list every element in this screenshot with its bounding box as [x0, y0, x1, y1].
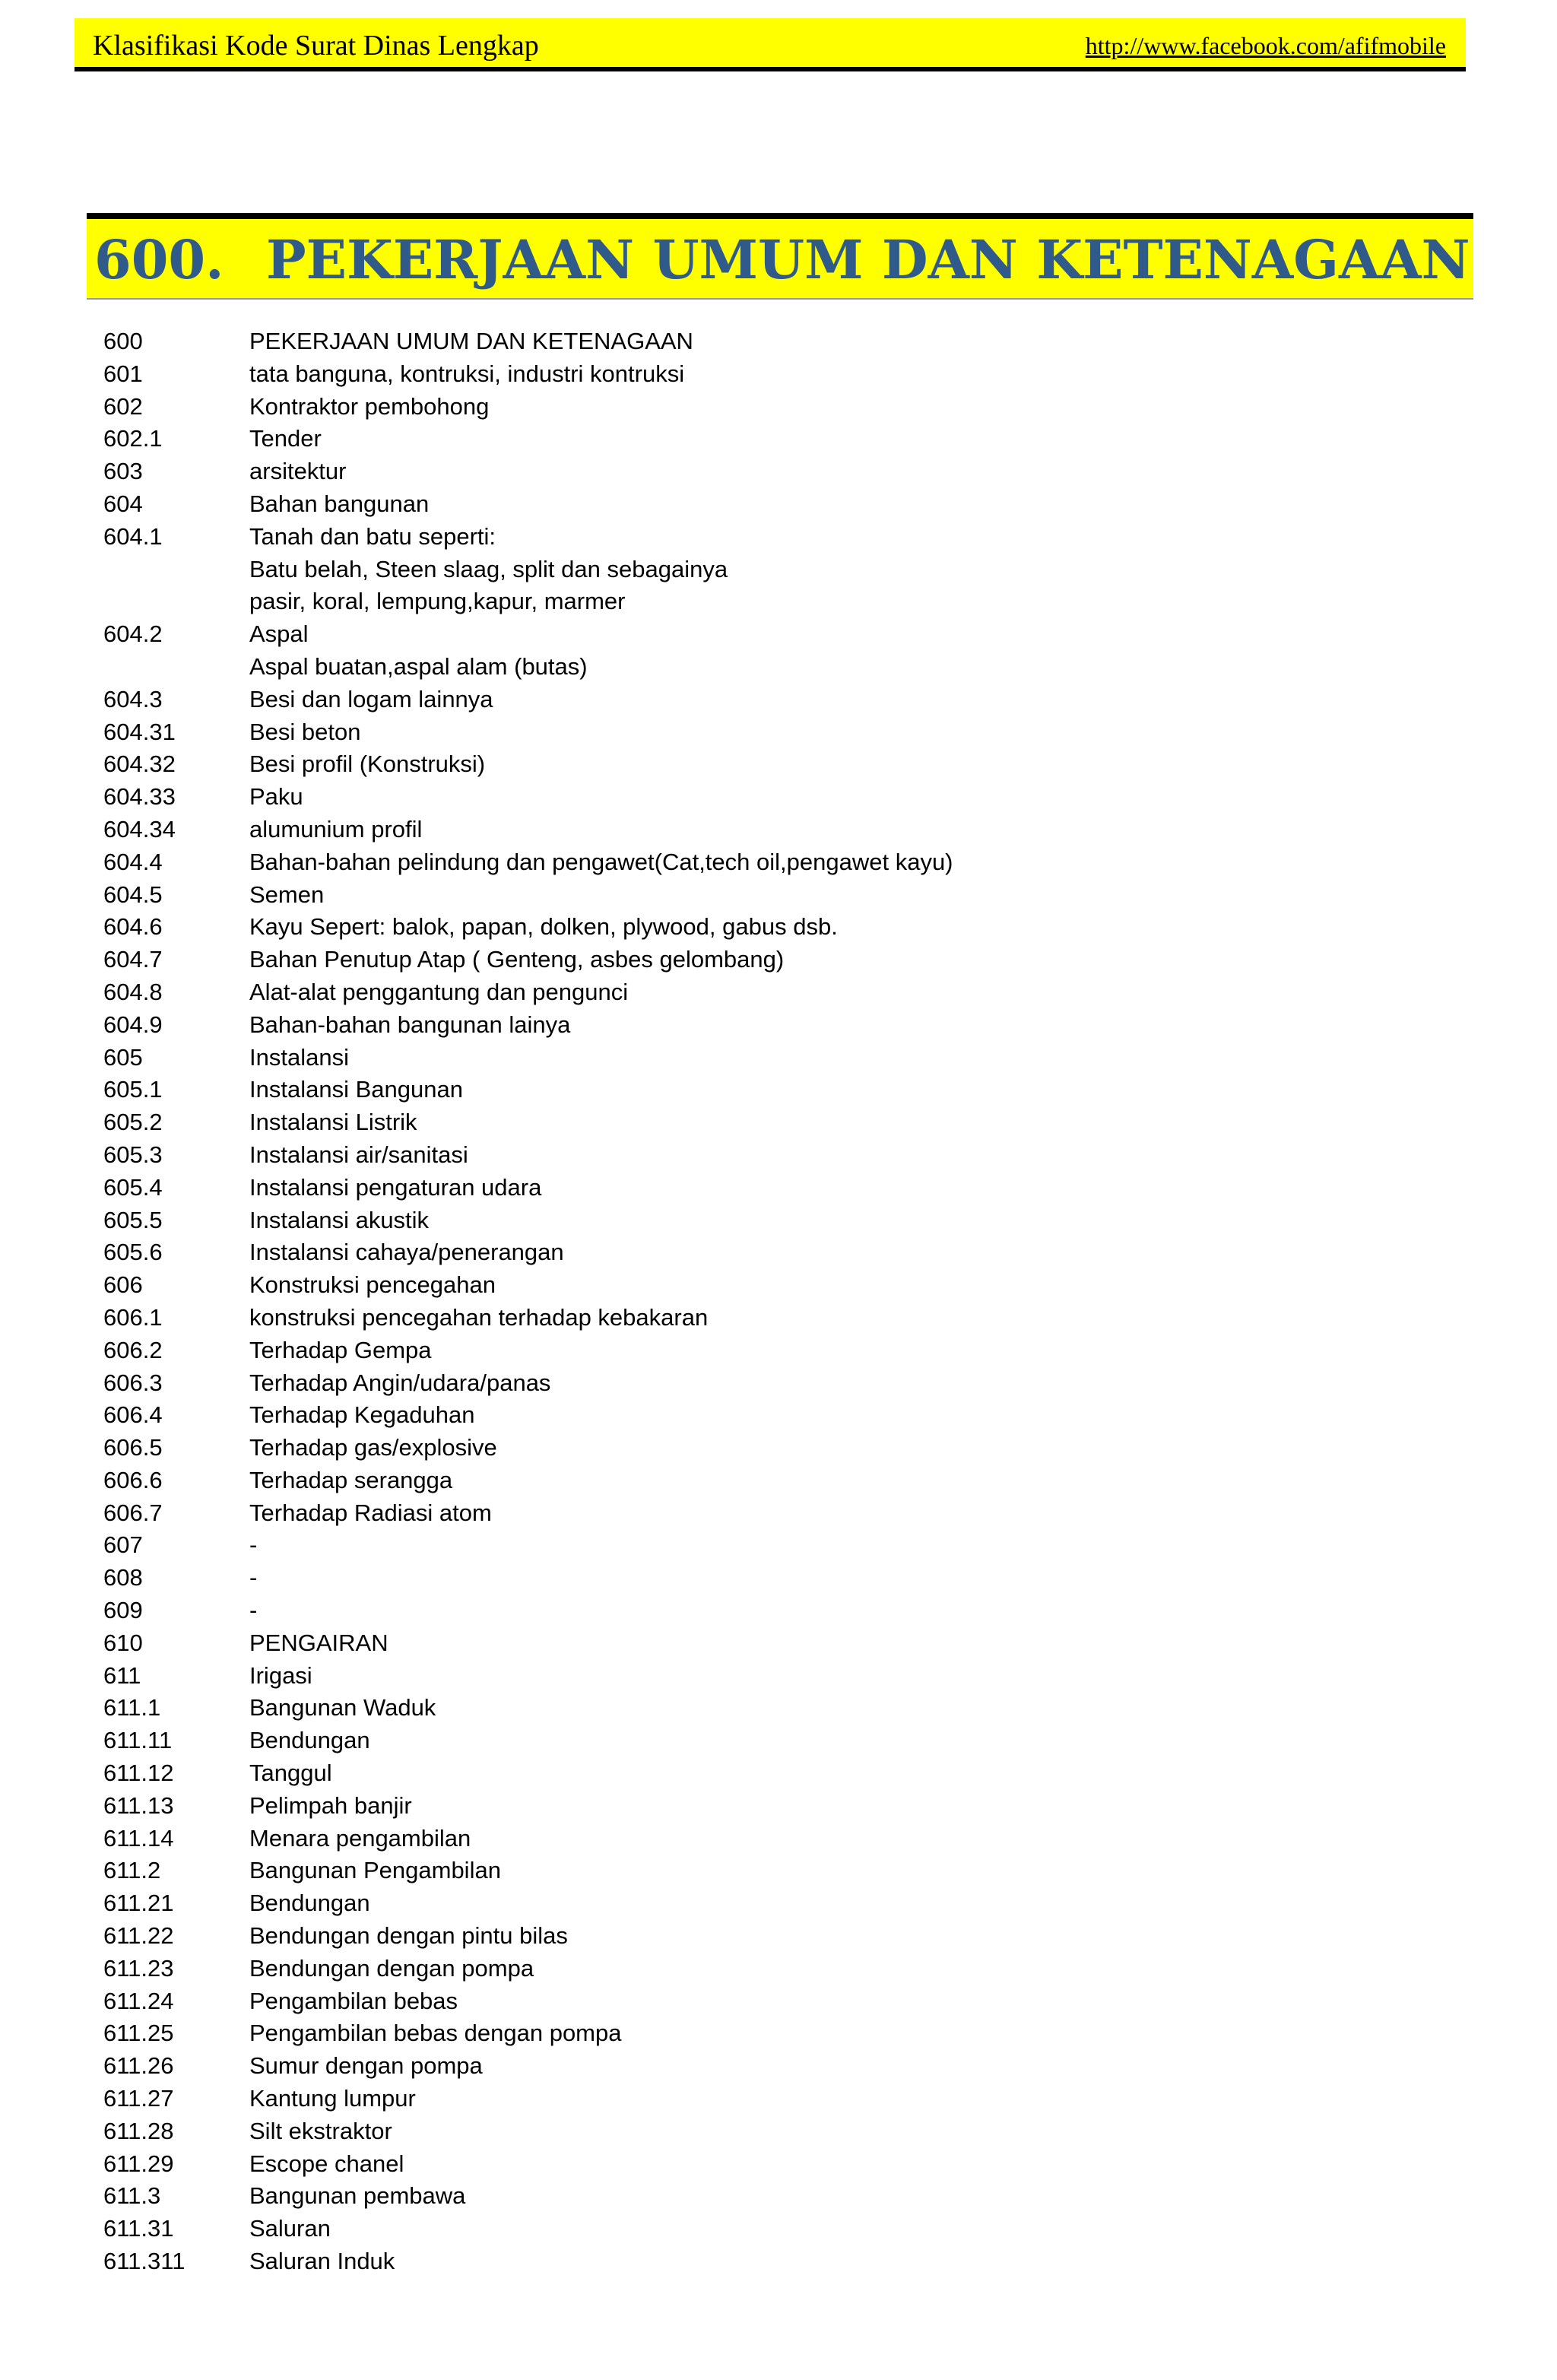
code-entry — [103, 1562, 1457, 1595]
code-description: alumunium profil — [249, 815, 423, 843]
facebook-link[interactable]: http://www.facebook.com/afifmobile — [1085, 32, 1446, 59]
code-description: Bahan-bahan pelindung dan pengawet(Cat,tech oil,pengawet kayu) — [249, 848, 953, 875]
code-entry — [103, 976, 1457, 1009]
code-description: Alat-alat penggantung dan pengunci — [249, 978, 629, 1005]
code-description: Instalansi — [249, 1043, 349, 1071]
code-entry — [103, 1172, 1457, 1204]
code-number: 611.28 — [103, 2117, 174, 2144]
code-entry — [103, 2115, 1457, 2148]
code-description: Bendungan dengan pompa — [249, 1954, 534, 1982]
code-number: 605.4 — [103, 1173, 163, 1201]
code-description: Instalansi air/sanitasi — [249, 1141, 468, 1168]
code-entry — [103, 391, 1457, 424]
code-entry — [103, 1074, 1457, 1106]
code-number: 611.311 — [103, 2248, 186, 2275]
code-description: Silt ekstraktor — [249, 2117, 392, 2144]
code-number: 602.1 — [103, 425, 163, 452]
code-number: 610 — [103, 1629, 143, 1656]
code-entry — [103, 2017, 1457, 2050]
section-title: PEKERJAAN UMUM DAN KETENAGAAN — [266, 228, 1470, 291]
code-number: 607 — [103, 1531, 143, 1559]
code-description: Terhadap serangga — [249, 1466, 453, 1493]
code-number: 605.2 — [103, 1109, 163, 1136]
code-number: 605 — [103, 1043, 143, 1071]
code-entry — [103, 1823, 1457, 1855]
code-entry — [103, 716, 1457, 749]
code-entry — [103, 814, 1457, 846]
code-entry — [103, 2083, 1457, 2115]
code-number: 604.31 — [103, 718, 176, 745]
code-entry — [103, 944, 1457, 976]
code-number: 611.1 — [103, 1694, 161, 1722]
code-description: Batu belah, Steen slaag, split dan sebagainya — [249, 555, 728, 582]
code-entry — [103, 1627, 1457, 1660]
code-description: Bangunan Waduk — [249, 1694, 436, 1722]
code-entry — [103, 1757, 1457, 1790]
code-description: Konstruksi pencegahan — [249, 1271, 496, 1299]
code-number: 611.25 — [103, 2020, 174, 2047]
code-entry — [103, 618, 1457, 651]
code-entry — [103, 1367, 1457, 1400]
code-number: 604.5 — [103, 881, 163, 908]
code-number: 611.12 — [103, 1760, 174, 1787]
code-entry — [103, 325, 1457, 358]
section-heading — [87, 213, 1473, 300]
code-number: 606.3 — [103, 1369, 163, 1396]
code-description: Terhadap Angin/udara/panas — [249, 1369, 551, 1396]
code-description: Pengambilan bebas — [249, 1987, 458, 2014]
code-description: Saluran Induk — [249, 2248, 395, 2275]
code-entry — [103, 1236, 1457, 1269]
section-number: 600. — [94, 228, 224, 291]
code-description: Instalansi akustik — [249, 1206, 430, 1233]
code-entry — [103, 1725, 1457, 1757]
code-entry — [103, 1204, 1457, 1237]
code-description: Kayu Sepert: balok, papan, dolken, plywood, gabus dsb. — [249, 913, 838, 941]
code-entry — [103, 1529, 1457, 1562]
code-description: PEKERJAAN UMUM DAN KETENAGAAN — [249, 328, 693, 354]
code-description: Besi beton — [249, 718, 361, 745]
code-entry — [103, 1855, 1457, 1887]
code-description: Menara pengambilan — [249, 1824, 471, 1852]
code-description: Terhadap Kegaduhan — [249, 1401, 475, 1429]
code-description: Bangunan pembawa — [249, 2182, 466, 2210]
code-number: 611.13 — [103, 1791, 174, 1819]
code-description: pasir, koral, lempung,kapur, marmer — [249, 588, 626, 615]
code-entry — [103, 1953, 1457, 1985]
code-entry — [103, 2050, 1457, 2083]
code-number: 604.6 — [103, 913, 163, 941]
code-description: - — [249, 1597, 258, 1624]
classification-code-list — [103, 325, 1457, 2278]
code-entry — [103, 911, 1457, 944]
code-description: Aspal buatan,aspal alam (butas) — [249, 652, 588, 680]
code-number: 606 — [103, 1271, 143, 1299]
code-number: 611.29 — [103, 2150, 174, 2177]
code-description: Bangunan Pengambilan — [249, 1857, 501, 1884]
code-description: Terhadap gas/explosive — [249, 1434, 497, 1461]
code-number: 606.4 — [103, 1401, 163, 1429]
code-entry — [103, 1595, 1457, 1627]
code-entry — [103, 1920, 1457, 1953]
code-description: Terhadap Gempa — [249, 1336, 432, 1363]
code-description: Kantung lumpur — [249, 2085, 416, 2112]
code-description: Bendungan dengan pintu bilas — [249, 1922, 568, 1950]
code-number: 604.8 — [103, 978, 163, 1005]
code-number: 605.5 — [103, 1206, 163, 1233]
code-description: Instalansi Bangunan — [249, 1076, 463, 1103]
code-number: 611.2 — [103, 1857, 161, 1884]
code-number: 604 — [103, 490, 143, 517]
code-description: Besi dan logam lainnya — [249, 685, 493, 712]
code-entry — [103, 521, 1457, 554]
code-entry — [103, 1432, 1457, 1464]
code-entry — [103, 684, 1457, 716]
code-entry — [103, 1464, 1457, 1497]
code-entry — [103, 1334, 1457, 1367]
code-description: konstruksi pencegahan terhadap kebakaran — [249, 1303, 709, 1331]
code-entry — [103, 2148, 1457, 2181]
code-number: 611.27 — [103, 2085, 174, 2112]
code-number: 611.22 — [103, 1922, 174, 1950]
code-entry — [103, 1692, 1457, 1725]
code-number: 605.3 — [103, 1141, 163, 1168]
code-entry — [103, 781, 1457, 814]
code-entry — [103, 2180, 1457, 2213]
header-title: Klasifikasi Kode Surat Dinas Lengkap — [93, 30, 539, 62]
code-number: 611.26 — [103, 2052, 174, 2080]
code-number: 605.1 — [103, 1076, 163, 1103]
code-number: 611.31 — [103, 2215, 174, 2242]
code-number: 604.7 — [103, 946, 163, 973]
code-description: Kontraktor pembohong — [249, 392, 490, 420]
code-description: Paku — [249, 783, 303, 811]
code-entry — [103, 455, 1457, 488]
code-description: Tanah dan batu seperti: — [249, 522, 496, 550]
code-description: Bahan Penutup Atap ( Genteng, asbes gelombang) — [249, 946, 785, 973]
code-number: 611 — [103, 1661, 141, 1689]
code-description: Pelimpah banjir — [249, 1791, 412, 1819]
code-number: 606.1 — [103, 1303, 163, 1331]
code-number: 604.3 — [103, 685, 163, 712]
code-entry — [103, 1302, 1457, 1334]
code-entry — [103, 748, 1457, 781]
code-entry — [103, 1497, 1457, 1530]
code-number: 611.23 — [103, 1954, 174, 1982]
code-number: 603 — [103, 458, 143, 485]
code-number: 604.2 — [103, 620, 163, 648]
code-description: Bendungan — [249, 1890, 370, 1917]
code-description: Pengambilan bebas dengan pompa — [249, 2020, 622, 2047]
code-number: 601 — [103, 360, 143, 387]
code-entry — [103, 1985, 1457, 2018]
code-number: 604.4 — [103, 848, 163, 875]
code-entry — [103, 1269, 1457, 1302]
code-number: 609 — [103, 1597, 143, 1624]
code-description: Instalansi cahaya/penerangan — [249, 1239, 564, 1266]
code-entry — [103, 358, 1457, 391]
code-description: - — [249, 1531, 258, 1559]
code-entry — [103, 651, 1457, 684]
code-number: 604.9 — [103, 1011, 163, 1038]
code-number: 611.14 — [103, 1824, 174, 1852]
code-number: 606.6 — [103, 1466, 163, 1493]
code-entry — [103, 554, 1457, 586]
code-number: 606.7 — [103, 1499, 163, 1526]
code-number: 602 — [103, 392, 143, 420]
code-number: 611.21 — [103, 1890, 174, 1917]
code-entry — [103, 2213, 1457, 2245]
code-description: Aspal — [249, 620, 309, 648]
code-description: Terhadap Radiasi atom — [249, 1499, 492, 1526]
code-description: Bendungan — [249, 1727, 370, 1754]
code-number: 611.11 — [103, 1727, 173, 1754]
code-entry — [103, 488, 1457, 521]
code-description: Sumur dengan pompa — [249, 2052, 483, 2080]
code-description: Bahan bangunan — [249, 490, 430, 517]
code-description: Bahan-bahan bangunan lainya — [249, 1011, 571, 1038]
code-description: Tanggul — [249, 1760, 332, 1787]
code-number: 606.2 — [103, 1336, 163, 1363]
code-entry — [103, 1887, 1457, 1920]
code-entry — [103, 1399, 1457, 1432]
code-description: PENGAIRAN — [249, 1629, 388, 1656]
code-description: tata banguna, kontruksi, industri kontruksi — [249, 360, 685, 387]
code-number: 604.32 — [103, 750, 176, 778]
code-number: 600 — [103, 328, 143, 354]
code-entry — [103, 1106, 1457, 1139]
code-entry — [103, 1660, 1457, 1693]
code-description: Saluran — [249, 2215, 331, 2242]
code-entry — [103, 585, 1457, 618]
code-description: Instalansi pengaturan udara — [249, 1173, 542, 1201]
code-number: 604.33 — [103, 783, 176, 811]
code-number: 606.5 — [103, 1434, 163, 1461]
code-description: Besi profil (Konstruksi) — [249, 750, 486, 778]
code-description: Instalansi Listrik — [249, 1109, 417, 1136]
code-description: arsitektur — [249, 458, 347, 485]
code-entry — [103, 846, 1457, 879]
code-description: Escope chanel — [249, 2150, 404, 2177]
code-number: 611.3 — [103, 2182, 161, 2210]
code-entry — [103, 879, 1457, 912]
code-description: Tender — [249, 425, 322, 452]
code-number: 604.1 — [103, 522, 163, 550]
code-number: 604.34 — [103, 815, 176, 843]
code-description: Irigasi — [249, 1661, 312, 1689]
code-entry — [103, 1790, 1457, 1823]
code-description: Semen — [249, 881, 325, 908]
page-header — [75, 18, 1466, 71]
code-number: 611.24 — [103, 1987, 174, 2014]
code-entry — [103, 1139, 1457, 1172]
code-description: - — [249, 1564, 258, 1591]
code-number: 605.6 — [103, 1239, 163, 1266]
code-entry — [103, 2245, 1457, 2278]
code-entry — [103, 1009, 1457, 1042]
code-entry — [103, 1042, 1457, 1074]
code-number: 608 — [103, 1564, 143, 1591]
code-entry — [103, 423, 1457, 455]
